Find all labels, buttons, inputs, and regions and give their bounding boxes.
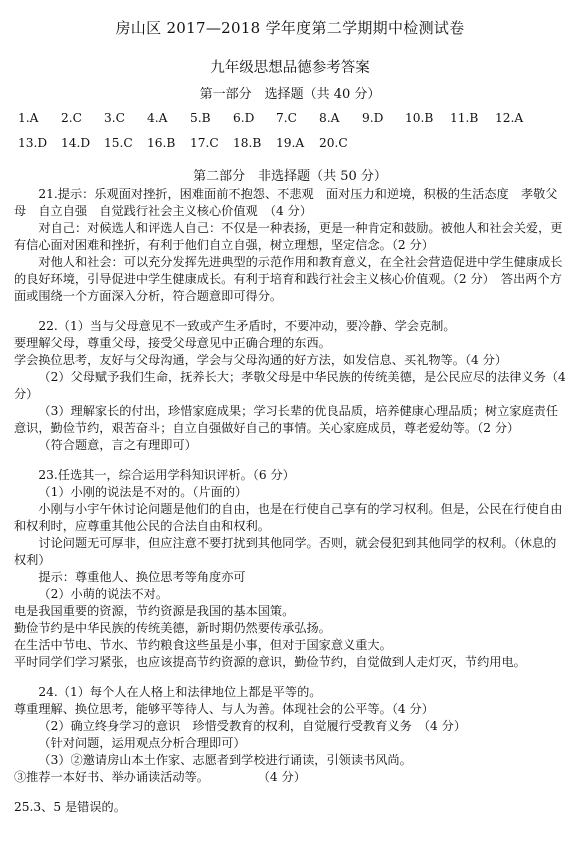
- part2-heading: 第二部分 非选择题（共 50 分）: [193, 169, 387, 184]
- answer-text: （1）小刚的说法是不对的。（片面的）: [38, 485, 248, 499]
- answer-text: （3）理解家长的付出，珍惜家庭成果；学习长辈的优良品质，培养健康心理品质；树立家庭责任意识，勤俭节约，艰苦奋斗；自立自强做好自己的事情。关心家庭成员，尊老爱幼等。（2 分）: [14, 404, 559, 435]
- answer-text: 讨论问题无可厚非，但应注意不要打扰到其他同学。否则，就会侵犯到其他同学的权利。（休息的权利）: [14, 536, 557, 567]
- mcq-answer: 13.D: [18, 136, 48, 150]
- mcq-answer: 19.A: [276, 136, 305, 150]
- mcq-answer: 6.D: [233, 111, 255, 125]
- answer-text: 对自己：对候选人和评选人自己：不仅是一种表扬，更是一种肯定和鼓励。被他人和社会关爱，更有信心面对困难和挫折，有利于他们自立自强，树立理想，坚定信念。（2 分）: [14, 221, 563, 252]
- answer-text: 21.提示：乐观面对挫折，困难面前不抱怨、不悲观 面对压力和逆境，积极的生活态度 孝敬父母 自立自强 自觉践行社会主义核心价值观 （4 分）: [14, 187, 558, 218]
- answer-text: 提示：尊重他人、换位思考等角度亦可: [38, 570, 246, 584]
- answer-text: 22.（1）当与父母意见不一致或产生矛盾时，不要冲动，要冷静、学会克制。: [38, 319, 456, 333]
- mcq-answer: 4.A: [147, 111, 168, 125]
- mcq-answer: 17.C: [190, 136, 219, 150]
- question-22: [14, 318, 566, 454]
- mcq-answer: 5.B: [190, 111, 211, 125]
- mcq-answer: 18.B: [233, 136, 262, 150]
- answer-text: 勤俭节约是中华民族的传统美德，新时期仍然要传承弘扬。: [14, 621, 331, 635]
- mcq-answer: 7.C: [276, 111, 297, 125]
- answer-text: 电是我国重要的资源，节约资源是我国的基本国策。: [14, 604, 295, 618]
- mcq-answer: 9.D: [362, 111, 384, 125]
- answer-text: （2）确立终身学习的意识 珍惜受教育的权利，自觉履行受教育义务 （4 分）: [38, 719, 467, 733]
- mcq-answer: 10.B: [405, 111, 434, 125]
- answer-text: （3）②邀请房山本土作家、志愿者到学校进行诵读，引领读书风尚。: [38, 753, 412, 767]
- question-25: [14, 799, 566, 816]
- mcq-answers: [14, 110, 566, 160]
- mcq-answer: 16.B: [147, 136, 176, 150]
- answer-text: 24.（1）每个人在人格上和法律地位上都是平等的。: [38, 685, 322, 699]
- answer-text: 平时同学们学习紧张，也应该提高节约资源的意识，勤俭节约，自觉做到人走灯灭，节约用电。: [14, 655, 526, 669]
- question-24: [14, 684, 566, 786]
- mcq-answer: 14.D: [61, 136, 91, 150]
- mcq-answer: 11.B: [450, 111, 479, 125]
- answer-text: （针对问题，运用观点分析合理即可）: [38, 736, 246, 750]
- answer-text: （2）父母赋予我们生命，抚养长大；孝敬父母是中华民族的传统美德，是公民应尽的法律义务（4 分）: [14, 370, 566, 401]
- answer-text: （符合题意，言之有理即可）: [38, 438, 197, 452]
- answer-text: 25.3、5 是错误的。: [14, 800, 126, 814]
- mcq-answer: 2.C: [61, 111, 82, 125]
- mcq-answer: 3.C: [104, 111, 125, 125]
- answer-text: 尊重理解、换位思考，能够平等待人、与人为善。体现社会的公平等。（4 分）: [14, 702, 434, 716]
- mcq-answer: 15.C: [104, 136, 133, 150]
- answer-text: 在生活中节电、节水、节约粮食这些虽是小事，但对于国家意义重大。: [14, 638, 392, 652]
- answer-text: 对他人和社会：可以充分发挥先进典型的示范作用和教育意义，在全社会营造促进中学生健康成长的良好环境，引导促进中学生健康成长。有利于培育和践行社会主义核心价值观。（2 分） 答出两个方面或围绕一个方面深入分析，符合题意即可得分。: [14, 255, 563, 303]
- question-23: [14, 467, 566, 671]
- question-21: [14, 186, 566, 305]
- mcq-answer: 8.A: [319, 111, 340, 125]
- answer-text: 23.任选其一，综合运用学科知识评析。（6 分）: [38, 468, 295, 482]
- answer-text: 要理解父母，尊重父母，接受父母意见中正确合理的东西。: [14, 336, 331, 350]
- document-title: 房山区 2017—2018 学年度第二学期期中检测试卷: [115, 19, 465, 37]
- answer-text: 小刚与小宇午休讨论问题是他们的自由，也是在行使自己享有的学习权利。但是，公民在行使自由和权利时，应尊重其他公民的合法自由和权利。: [14, 502, 563, 533]
- part1-heading: 第一部分 选择题（共 40 分）: [199, 87, 381, 102]
- answer-text: 学会换位思考，友好与父母沟通，学会与父母沟通的好方法，如发信息、买礼物等。（4 分）: [14, 353, 508, 367]
- answer-text: （2）小萌的说法不对。: [38, 587, 169, 601]
- mcq-answer: 12.A: [495, 111, 524, 125]
- document-subtitle: 九年级思想品德参考答案: [210, 60, 370, 76]
- answer-text: ③推荐一本好书、举办诵读活动等。 （4 分）: [14, 770, 306, 784]
- mcq-answer: 20.C: [319, 136, 348, 150]
- mcq-answer: 1.A: [18, 111, 39, 125]
